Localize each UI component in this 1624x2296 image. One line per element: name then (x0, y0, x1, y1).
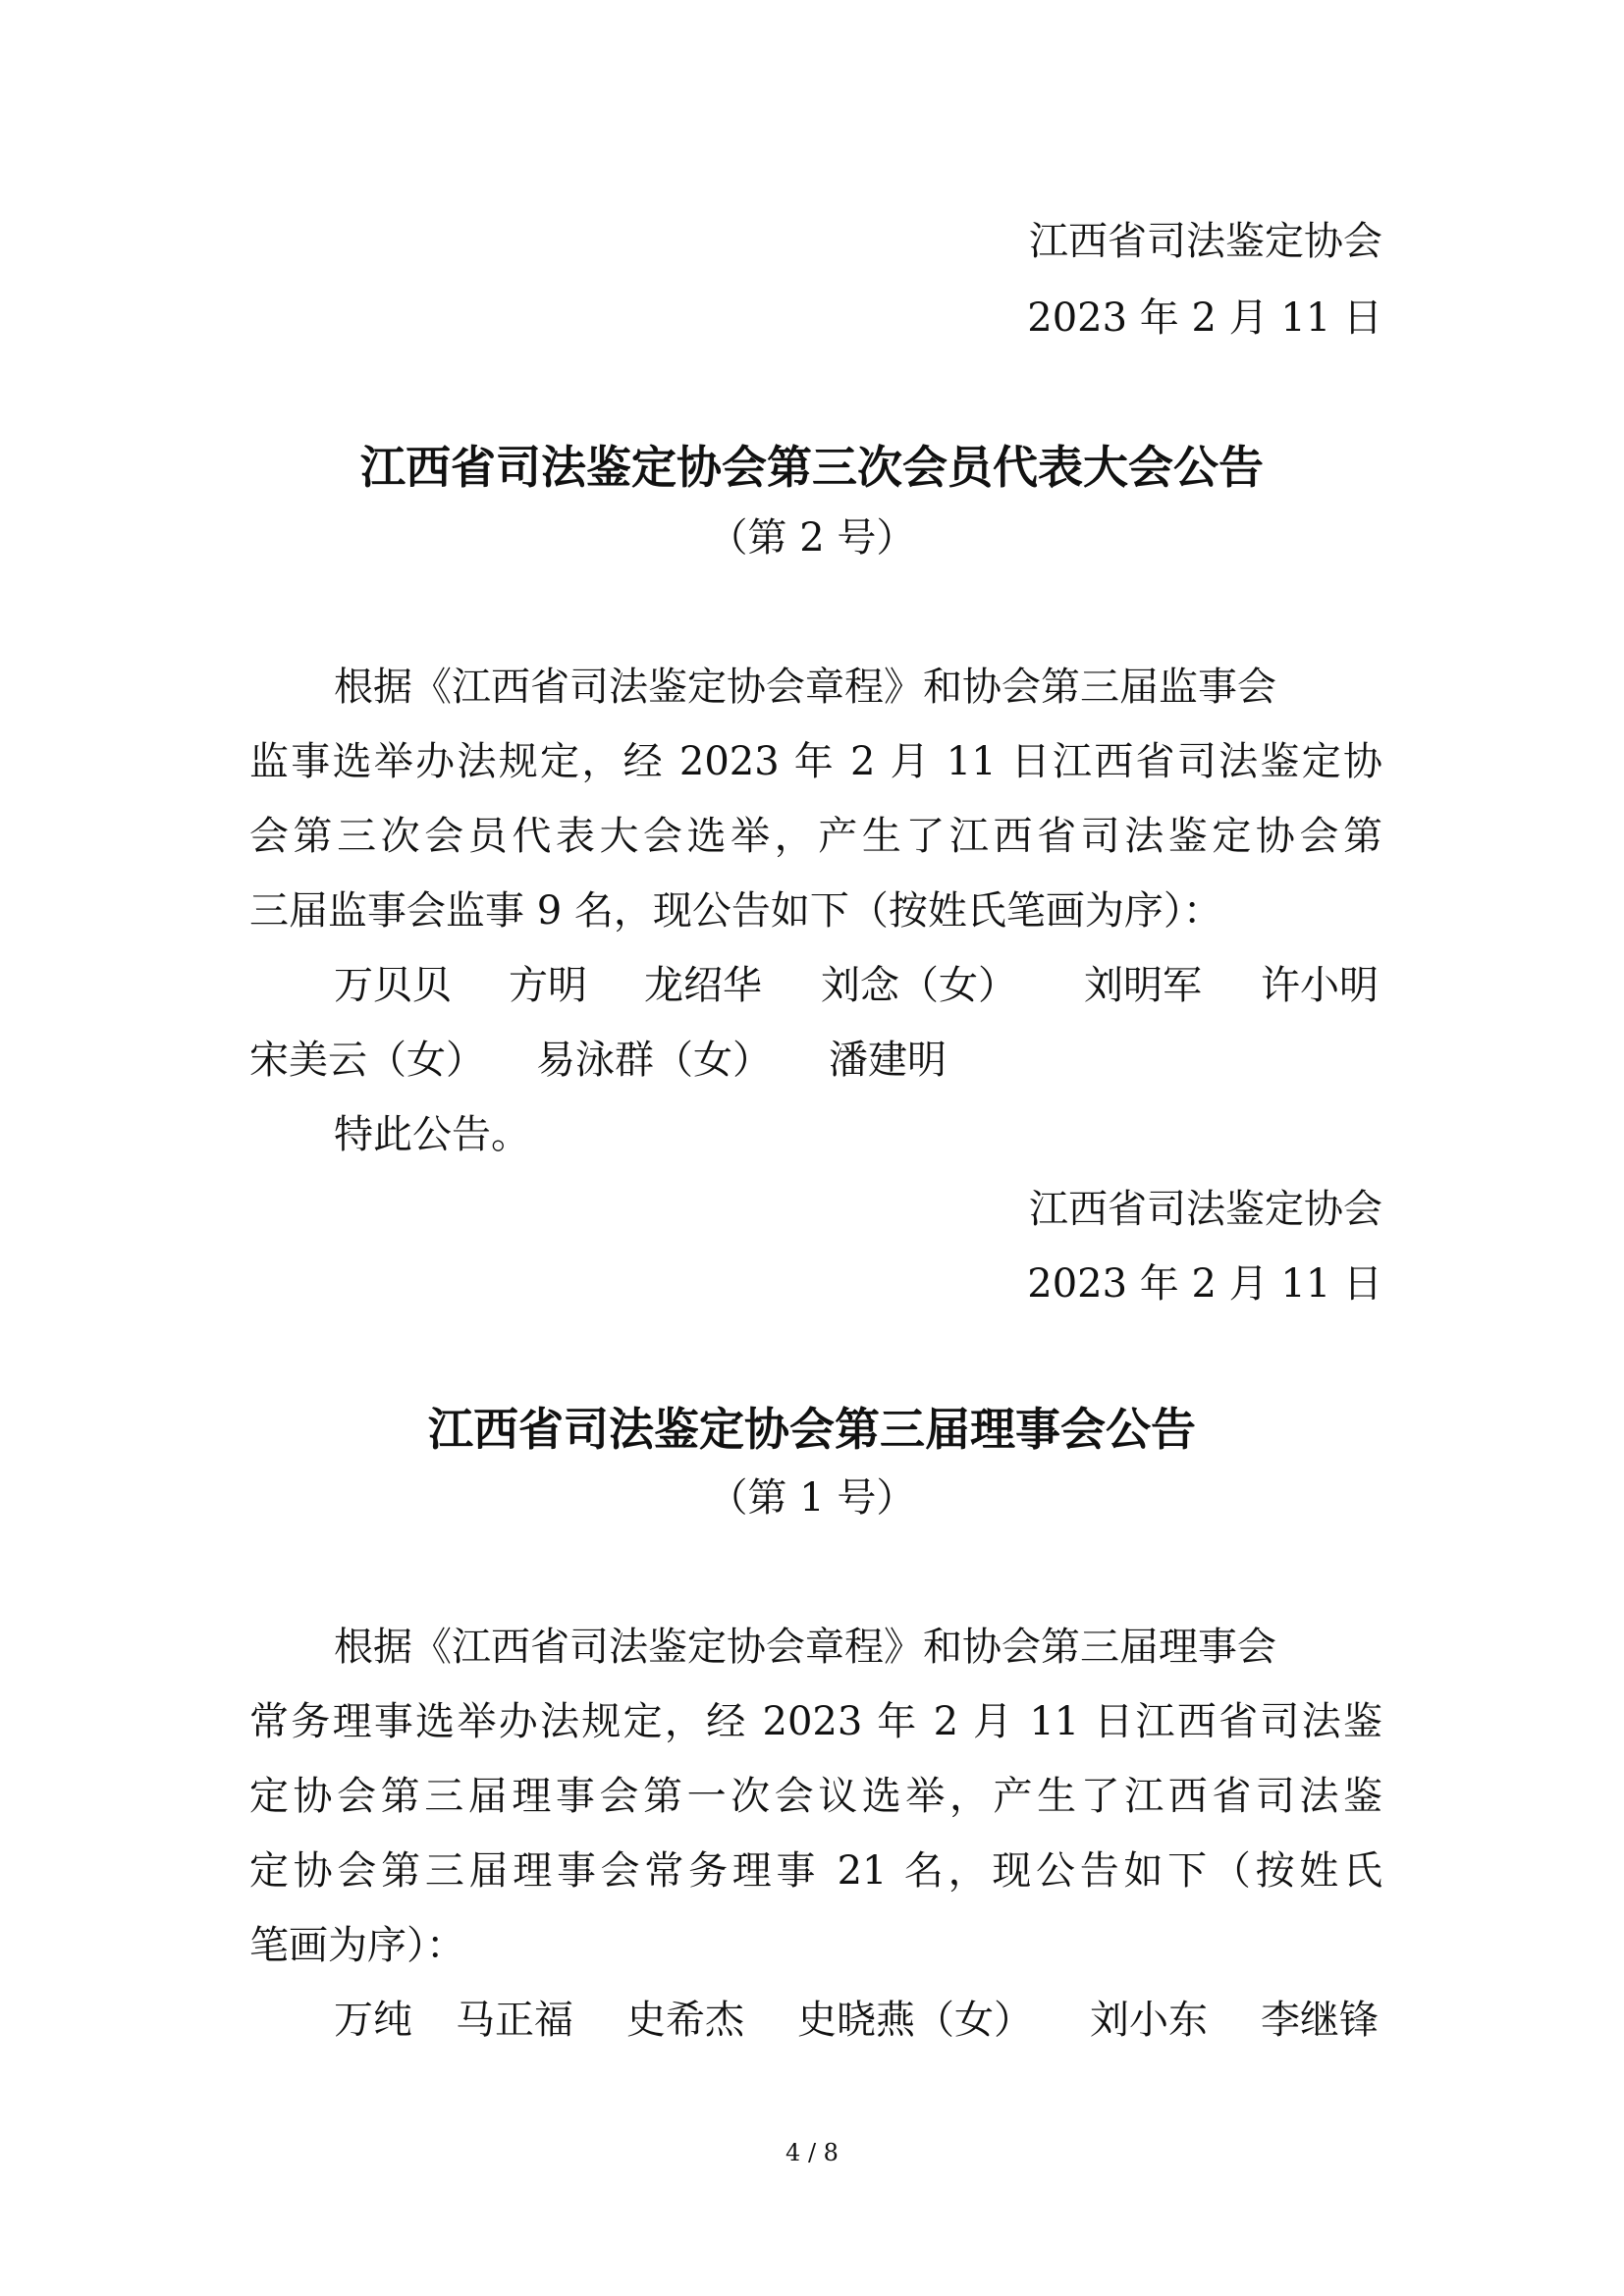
name-item: 马正福 (456, 1998, 573, 2043)
notice1-names-row2 (0, 1033, 1624, 1088)
notice1-sign-date: 2023 年 2 月 11 日 (1027, 1261, 1382, 1307)
notice1-number: （第 2 号） (708, 515, 916, 561)
notice1-closing: 特此公告。 (334, 1112, 530, 1157)
notice2-title: 江西省司法鉴定协会第三届理事会公告 (428, 1403, 1196, 1456)
notice1-sign-org: 江西省司法鉴定协会 (1029, 1187, 1382, 1232)
notice1-paragraph-line: 三届监事会监事 9 名，现公告如下（按姓氏笔画为序）： (249, 888, 1222, 934)
name-item: 史晓燕（女） (797, 1998, 1033, 2043)
notice2-names-row1 (0, 1993, 1624, 2048)
name-item: 万纯 (334, 1998, 412, 2043)
name-item: 宋美云（女） (249, 1038, 485, 1083)
notice1-paragraph-line: 监事选举办法规定，经 2023 年 2 月 11 日江西省司法鉴定协 (249, 739, 1382, 784)
notice2-paragraph-line: 根据《江西省司法鉴定协会章程》和协会第三届理事会 (334, 1625, 1276, 1670)
header-org: 江西省司法鉴定协会 (1029, 219, 1382, 264)
header-date: 2023 年 2 月 11 日 (1027, 295, 1382, 341)
name-item: 龙绍华 (644, 963, 762, 1008)
notice2-paragraph-line: 定协会第三届理事会第一次会议选举，产生了江西省司法鉴 (249, 1774, 1382, 1819)
name-item: 万贝贝 (334, 963, 452, 1008)
name-item: 李继锋 (1261, 1998, 1379, 2043)
page-number: 4 / 8 (785, 2139, 839, 2166)
notice2-paragraph-line: 定协会第三届理事会常务理事 21 名，现公告如下（按姓氏 (249, 1848, 1382, 1894)
notice1-paragraph-line: 会第三次会员代表大会选举，产生了江西省司法鉴定协会第 (249, 814, 1382, 859)
notice2-number: （第 1 号） (708, 1475, 916, 1521)
notice2-paragraph-line: 笔画为序）： (249, 1923, 465, 1968)
name-item: 潘建明 (829, 1038, 947, 1083)
notice1-names-row1 (0, 958, 1624, 1013)
name-item: 刘念（女） (821, 963, 1017, 1008)
name-item: 史希杰 (626, 1998, 744, 2043)
notice2-paragraph-line: 常务理事选举办法规定，经 2023 年 2 月 11 日江西省司法鉴 (249, 1699, 1382, 1744)
name-item: 刘明军 (1084, 963, 1202, 1008)
name-item: 刘小东 (1090, 1998, 1208, 2043)
notice1-title: 江西省司法鉴定协会第三次会员代表大会公告 (360, 441, 1264, 494)
notice1-paragraph-line: 根据《江西省司法鉴定协会章程》和协会第三届监事会 (334, 665, 1276, 710)
name-item: 方明 (509, 963, 587, 1008)
name-item: 易泳群（女） (536, 1038, 772, 1083)
name-item: 许小明 (1261, 963, 1379, 1008)
